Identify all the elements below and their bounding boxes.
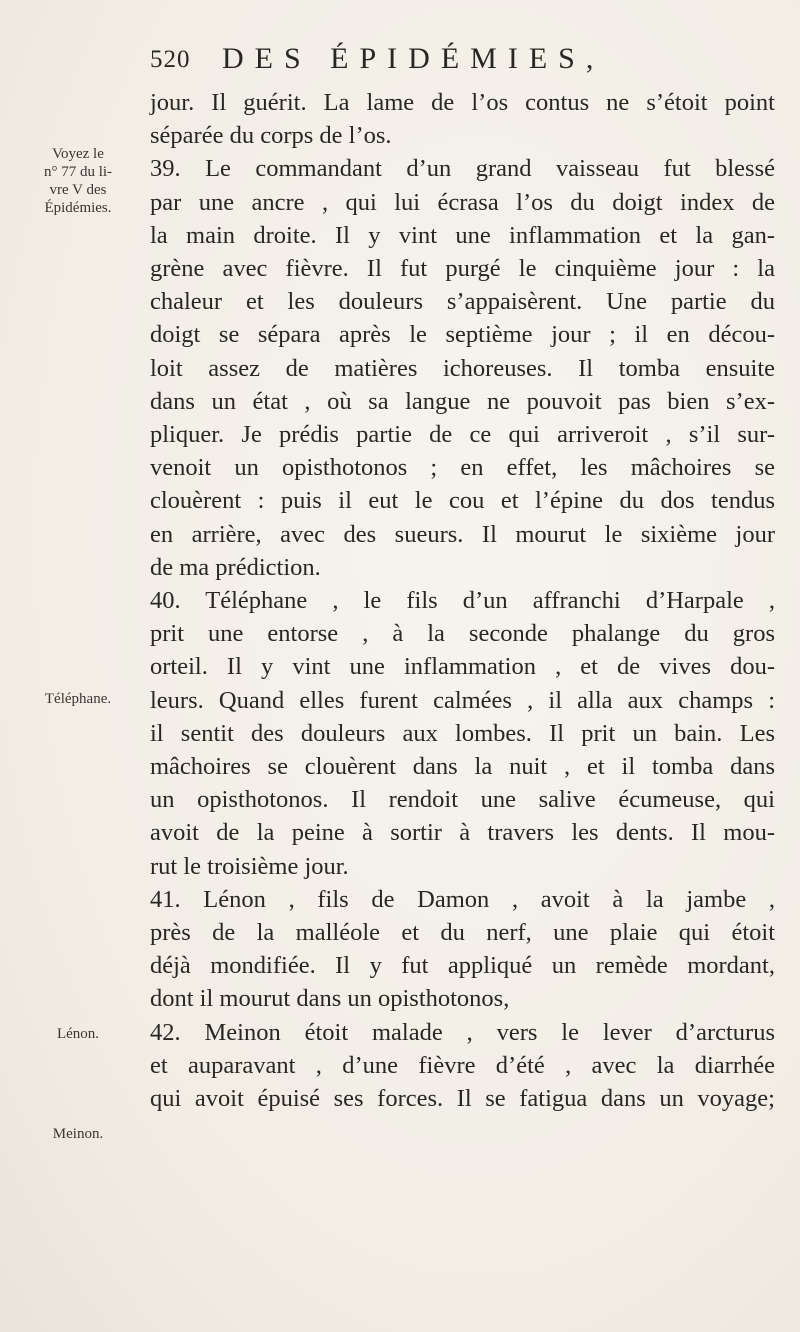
text-line: grène avec fièvre. Il fut purgé le cinquième jour : la (150, 255, 775, 283)
text-line: orteil. Il y vint une inflammation , et de vives dou- (150, 653, 775, 681)
text-line: 39. Le commandant d’un grand vaisseau fut blessé (150, 155, 775, 183)
text-line: pliquer. Je prédis partie de ce qui arriveroit , s’il sur- (150, 421, 775, 449)
text-line: il sentit des douleurs aux lombes. Il prit un bain. Les (150, 719, 775, 747)
page-number: 520 (150, 46, 191, 73)
text-line: la main droite. Il y vint une inflammation et la gan- (150, 221, 775, 249)
margin-note-line: n° 77 du li- (43, 164, 113, 180)
text-line: loit assez de matières ichoreuses. Il tomba ensuite (150, 354, 775, 382)
text-line: jour. Il guérit. La lame de l’os contus ne s’étoit point (150, 89, 775, 116)
text-line: près de la malléole et du nerf, une plaie qui étoit (150, 919, 775, 947)
text-line: avoit de la peine à sortir à travers les dents. Il mou- (150, 819, 775, 847)
text-line: un opisthotonos. Il rendoit une salive écumeuse, qui (150, 786, 775, 814)
text-line: clouèrent : puis il eut le cou et l’épine du dos tendus (150, 487, 775, 515)
margin-note-telephane: Téléphane. (44, 691, 112, 707)
text-line: rut le troisième jour. (150, 852, 349, 880)
margin-note-meinon: Meinon. (52, 1126, 104, 1142)
margin-note-lenon: Lénon. (56, 1026, 100, 1042)
text-line: prit une entorse , à la seconde phalange du gros (150, 620, 775, 648)
text-line: chaleur et les douleurs s’appaisèrent. Une partie du (150, 288, 775, 316)
text-line: déjà mondifiée. Il y fut appliqué un remède mordant, (150, 952, 775, 980)
text-line: séparée du corps de l’os. (150, 122, 392, 150)
margin-note-line: vre V des (49, 182, 107, 198)
body-text (150, 86, 775, 1115)
text-line: de ma prédiction. (150, 553, 321, 581)
margin-note-line: Épidémies. (44, 200, 112, 216)
text-line: dans un état , où sa langue ne pouvoit pas bien s’ex- (150, 387, 775, 415)
text-line: qui avoit épuisé ses forces. Il se fatigua dans un voyage; (150, 1085, 775, 1113)
margin-note-cross-reference (18, 145, 138, 217)
text-line: 40. Téléphane , le fils d’un affranchi d’Harpale , (150, 587, 775, 615)
text-line: 41. Lénon , fils de Damon , avoit à la jambe , (150, 885, 775, 913)
text-line: par une ancre , qui lui écrasa l’os du doigt index de (150, 188, 775, 216)
text-line: venoit un opisthotonos ; en effet, les mâchoires se (150, 454, 775, 482)
margin-note-line: Voyez le (52, 146, 104, 162)
text-line: dont il mourut dans un opisthotonos, (150, 985, 510, 1013)
text-line: en arrière, avec des sueurs. Il mourut le sixième jour (150, 520, 775, 548)
text-line: et auparavant , d’une fièvre d’été , avec la diarrhée (150, 1051, 775, 1079)
running-title: DES ÉPIDÉMIES, (222, 42, 605, 75)
text-line: leurs. Quand elles furent calmées , il alla aux champs : (150, 686, 775, 714)
text-line: mâchoires se clouèrent dans la nuit , et il tomba dans (150, 753, 775, 781)
margin-notes (0, 0, 140, 1332)
text-line: doigt se sépara après le septième jour ; il en décou- (150, 321, 775, 349)
running-head (150, 42, 770, 82)
text-line: 42. Meinon étoit malade , vers le lever d’arcturus (150, 1018, 775, 1046)
